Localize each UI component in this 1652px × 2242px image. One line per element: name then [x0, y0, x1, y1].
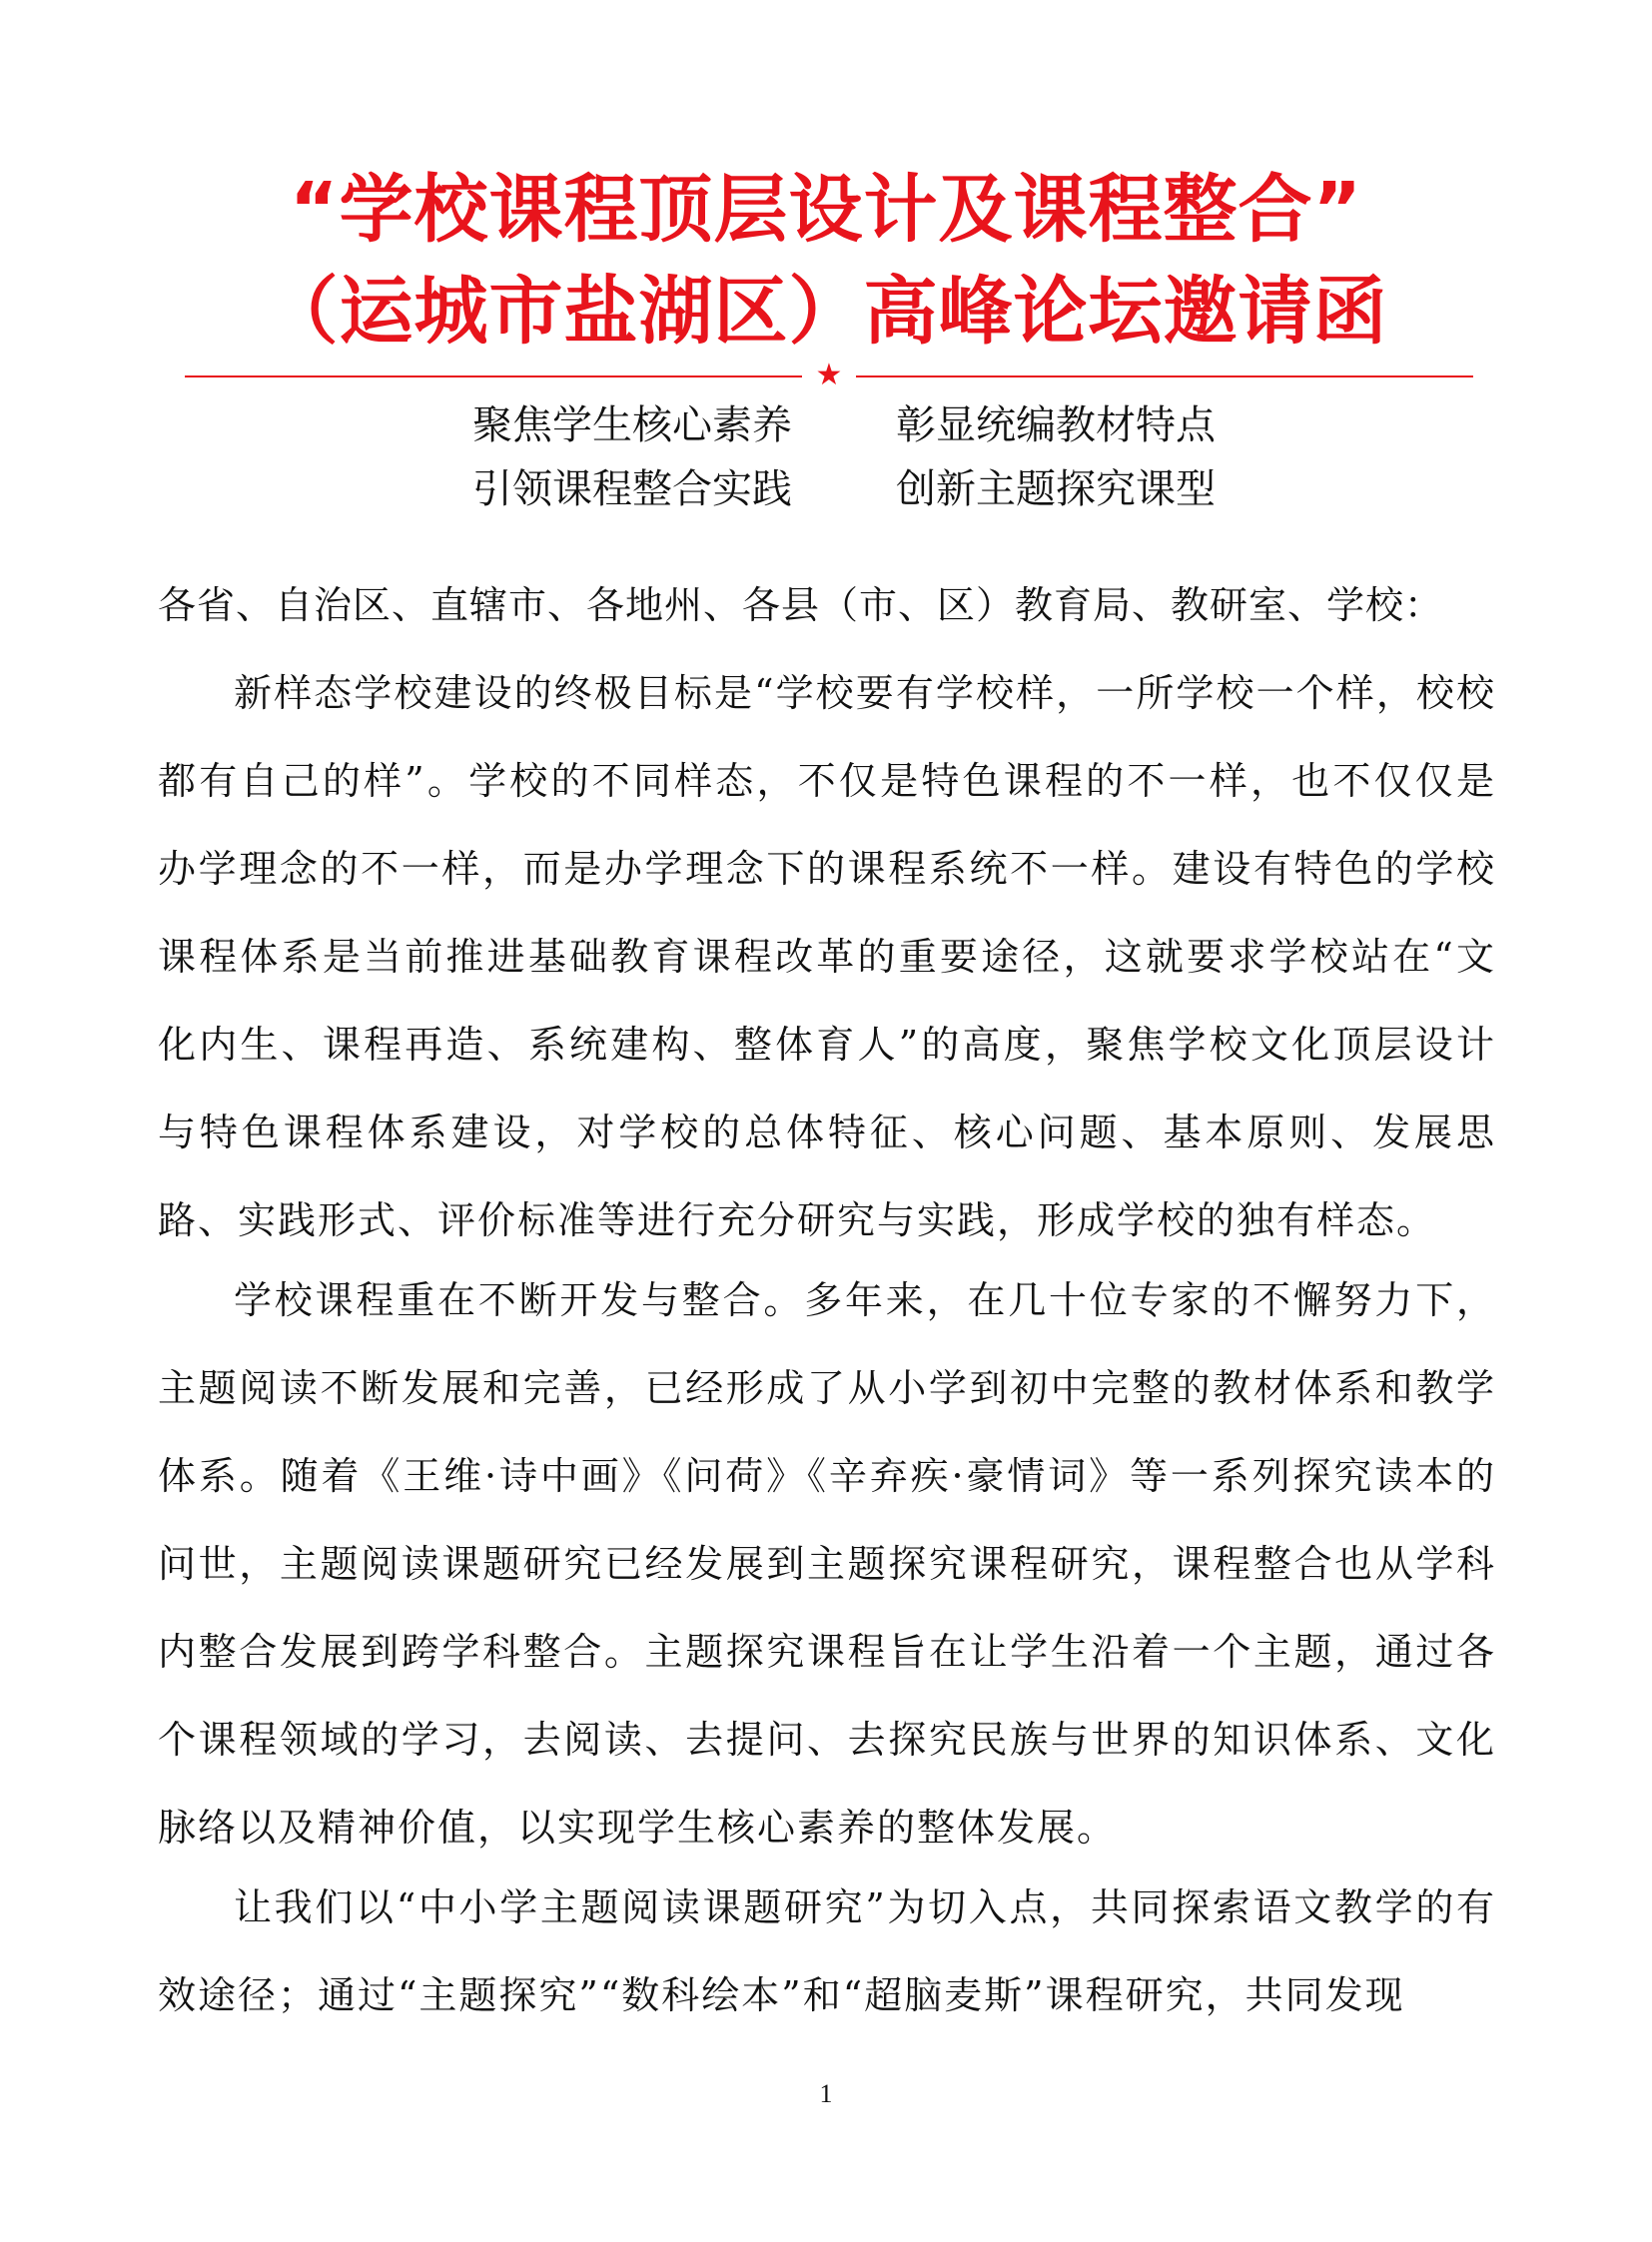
motto-2: 彰显统编教材特点	[896, 402, 1216, 448]
divider-line-right	[856, 375, 1473, 377]
paragraph-2: 学校课程重在不断开发与整合。多年来，在几十位专家的不懈努力下，主题阅读不断发展和完善，已经形成了从小学到初中完整的教材体系和教学体系。随着《王维·诗中画》《问荷》《辛弃疾·豪情词》等一系列探究读本的问世，主题阅读课题研究已经发展到主题探究课程研究，课程整合也从学科内整合发展到跨学科整合。主题探究课程旨在让学生沿着一个主题，通过各个课程领域的学习，去阅读、去提问、去探究民族与世界的知识体系、文化脉络以及精神价值，以实现学生核心素养的整体发展。	[158, 1278, 1496, 1850]
motto-3: 引领课程整合实践	[472, 466, 792, 512]
paragraph-1: 新样态学校建设的终极目标是“学校要有学校样，一所学校一个样，校校都有自己的样”。学校的不同样态，不仅是特色课程的不一样，也不仅仅是办学理念的不一样，而是办学理念下的课程系统不一样。建设有特色的学校课程体系是当前推进基础教育课程改革的重要途径，这就要求学校站在“文化内生、课程再造、系统建构、整体育人”的高度，聚焦学校文化顶层设计与特色课程体系建设，对学校的总体特征、核心问题、基本原则、发展思路、实践形式、评价标准等进行充分研究与实践，形成学校的独有样态。	[158, 671, 1496, 1242]
title-line-2: （运城市盐湖区）高峰论坛邀请函	[264, 269, 1388, 355]
title-line-1: “学校课程顶层设计及课程整合”	[289, 167, 1363, 253]
salutation: 各省、自治区、直辖市、各地州、各县（市、区）教育局、教研室、学校：	[158, 583, 1444, 627]
star-icon: ★	[815, 358, 843, 392]
title-divider	[185, 358, 1473, 392]
paragraph-3: 让我们以“中小学主题阅读课题研究”为切入点，共同探索语文教学的有效途径；通过“主题探究”“数科绘本”和“超脑麦斯”课程研究，共同发现	[158, 1885, 1496, 2017]
page-number: 1	[819, 2079, 833, 2108]
divider-line-left	[185, 375, 802, 377]
motto-1: 聚焦学生核心素养	[472, 402, 792, 448]
motto-4: 创新主题探究课型	[896, 466, 1216, 512]
